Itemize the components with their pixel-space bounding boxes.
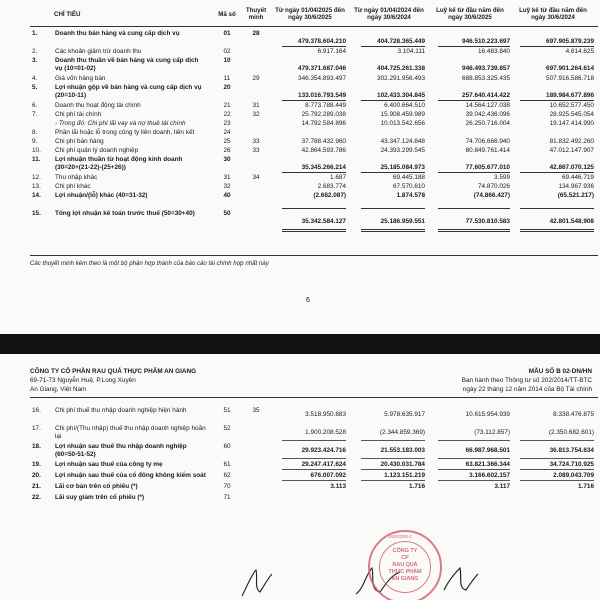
row-value: 133.016.793.549 [298,92,346,99]
total-rule [438,229,510,230]
row-code: 40 [223,192,231,199]
subtotal-rule [520,100,594,101]
subtotal-rule [282,208,346,209]
row-label: Lợi nhuận sau thuế của công ty mẹ [55,461,163,468]
row-code: 24 [223,129,231,136]
company-address-line2: An Giang, Việt Nam [30,386,87,393]
row-number: 21. [32,483,41,490]
row-note: 33 [252,138,260,145]
row-value: 1.687 [330,174,346,181]
row-code: 60 [223,443,231,450]
row-value: 2.683.774 [317,183,346,190]
row-number: 14. [32,192,41,199]
row-code: 32 [223,183,231,190]
row-number: 2. [32,48,38,55]
row-number: 8. [32,129,38,136]
row-code: 30 [223,156,231,163]
row-value: 81.832.492.260 [549,138,594,145]
row-number: 11. [32,156,41,163]
row-value: 404.728.365.449 [377,38,425,45]
row-number: 19. [32,461,41,468]
total-rule [361,229,425,230]
company-seal [368,530,442,600]
row-label: Phần lãi hoặc lỗ trong công ty liên doanh, liên kết [55,129,195,136]
signature-left-mark [238,566,278,600]
seal-line-1: CÔNG TY [392,548,418,554]
row-label: Lãi suy giảm trên cổ phiếu (*) [55,494,145,501]
subtotal-rule [282,440,346,441]
header-col-ytd-2024: Luỹ kế từ đầu năm đến ngày 30/6/2024 [519,7,587,22]
row-value: (2.682.087) [313,192,346,199]
row-value: 697.901.264.614 [546,65,594,72]
row-value: 74.870.026 [478,183,510,190]
row-value: 189.984.677.896 [546,92,594,99]
row-value: 1.900.208.528 [305,429,346,436]
header-rule [30,397,598,398]
row-number: 6. [32,102,38,109]
row-number: 4. [32,75,38,82]
row-value: 257.640.414.422 [462,92,510,99]
subtotal-rule [520,172,594,173]
seal-line-4: THỰC PHẨM [388,569,422,575]
row-value: 404.725.261.338 [377,65,425,72]
row-value: 8.773.788.449 [305,102,346,109]
row-value: 42.867.070.125 [549,164,594,171]
row-value: 77.530.810.583 [465,218,510,225]
row-note: 35 [252,407,260,414]
row-value: 3.104.111 [397,48,425,55]
row-value: 3.166.602.157 [469,472,510,479]
row-code: 25 [223,138,231,145]
row-value: (2.344.859.369) [379,429,425,436]
subtotal-rule [438,172,510,173]
row-value: 69.445.188 [393,174,425,181]
row-number: 15. [32,210,41,217]
total-rule [282,231,346,232]
subtotal-rule [520,458,594,459]
row-value: 302.291.956.493 [377,75,425,82]
row-value: 25.186.959.551 [380,218,425,225]
row-value: 19.147.414.990 [549,120,594,127]
row-number: 17. [32,425,41,432]
row-note: 32 [252,111,260,118]
subtotal-rule [282,172,346,173]
row-value: 29.923.424.716 [301,447,346,454]
row-value: 21.553.183.003 [380,447,425,454]
row-label: Doanh thu hoạt động tài chính [55,102,141,109]
subtotal-rule [520,46,594,47]
subtotal-rule [361,469,425,470]
row-number: 3. [32,57,38,64]
subtotal-rule [438,208,510,209]
row-value: 5.978.635.917 [384,411,425,418]
row-value: 36.813.754.634 [549,447,594,454]
row-value: 3.599 [494,174,510,181]
subtotal-rule [282,100,346,101]
row-number: 10. [32,147,41,154]
row-value: 26.250.716.004 [465,120,510,127]
row-code: 71 [223,494,231,501]
row-code: 51 [223,407,231,414]
row-note: 34 [252,174,260,181]
signature-right-mark [440,560,480,600]
subtotal-rule [438,458,510,459]
row-code: 02 [223,48,231,55]
header-col-ytd-2025: Luỹ kế từ đầu năm đến ngày 30/6/2025 [436,7,504,22]
row-number: 9. [32,138,38,145]
row-value: 479.378.604.210 [298,38,346,45]
row-value: 946.493.739.857 [462,65,510,72]
row-value: 507.916.586.718 [546,75,594,82]
row-label: Lãi cơ bản trên cổ phiếu (*) [55,483,138,490]
row-value: (74.866.427) [473,192,510,199]
row-label: Lợi nhuận thuần từ hoạt động kinh doanh (30=20+(21-22)-(25+26)) [55,156,183,171]
form-regulation: Ban hành theo Thông tư số 202/2014/TT-BTC [461,377,592,384]
row-label: Doanh thu thuần về bán hàng và cung cấp dịch vụ (10=01-02) [55,57,199,72]
row-value: 39.042.436.096 [465,111,510,118]
subtotal-rule [438,469,510,470]
subtotal-rule [361,172,425,173]
header-ma-so: Mã số [218,11,236,18]
row-value: 102.433.304.845 [377,92,425,99]
form-regulation-date: ngày 22 tháng 12 năm 2014 của Bộ Tài chính [462,386,592,393]
row-code: 21 [223,102,231,109]
row-value: 15.908.459.989 [380,111,425,118]
subtotal-rule [361,458,425,459]
form-number: MẪU SỐ B 02-DN/HN [528,368,592,375]
row-value: 3.113 [330,483,346,490]
row-code: 10 [223,57,231,64]
subtotal-rule [438,100,510,101]
row-code: 62 [223,472,231,479]
row-value: 69.446.719 [562,174,594,181]
row-number: 12. [32,174,41,181]
subtotal-rule [438,440,510,441]
row-value: 1.716 [409,483,425,490]
row-code: 23 [223,120,231,127]
row-label: Lợi nhuận sau thuế thu nhập doanh nghiệp (60=50-51-52) [55,443,187,458]
row-label: Chi phí tài chính [55,111,102,118]
row-value: 20.430.031.784 [380,461,425,468]
seal-code: 1600230914 [388,534,412,539]
subtotal-rule [361,100,425,101]
report-page-2 [0,354,600,600]
row-note: 28 [252,30,260,37]
header-col-q2-2025: Từ ngày 01/04/2025 đến ngày 30/6/2025 [275,7,345,22]
row-value: 42.801.548.908 [549,218,594,225]
row-value: 77.605.677.010 [465,164,510,171]
row-label: Thu nhập khác [55,174,98,181]
row-value: 35.345.266.214 [301,164,346,171]
row-label: Tổng lợi nhuận kế toán trước thuế (50=30+40) [55,210,195,217]
row-value: 8.338.476.875 [553,411,594,418]
subtotal-rule [361,440,425,441]
row-value: 66.987.968.501 [465,447,510,454]
row-value: 24.393.299.545 [380,147,425,154]
row-value: 42.864.593.786 [301,147,346,154]
row-number: 5. [32,84,38,91]
row-value: 10.652.577.450 [549,102,594,109]
total-rule [282,229,346,230]
row-code: 20 [223,84,231,91]
row-value: 14.564.127.038 [465,102,510,109]
row-number: 1. [32,30,38,37]
subtotal-rule [520,208,594,209]
row-value: 1.874.578 [396,192,425,199]
row-value: 676.007.092 [310,472,346,479]
company-address-line1: 69-71-73 Nguyễn Huệ, P.Long Xuyên [30,377,136,384]
row-value: 4.614.625 [565,48,594,55]
row-value: 37.788.432.960 [301,138,346,145]
row-code: 22 [223,111,231,118]
row-value: 25.185.084.973 [380,164,425,171]
subtotal-rule [361,208,425,209]
row-number: 7. [32,111,38,118]
row-value: (65.521.217) [557,192,594,199]
row-code: 70 [223,483,231,490]
row-label: Chi phí quản lý doanh nghiệp [55,147,139,154]
row-value: 3.518.950.883 [305,411,346,418]
subtotal-rule [282,458,346,459]
row-value: 946.510.223.697 [462,38,510,45]
seal-line-5: AN GIANG [391,576,419,582]
row-code: 26 [223,147,231,154]
row-value: 43.347.124.848 [380,138,425,145]
row-code: 61 [223,461,231,468]
row-number: 13. [32,183,41,190]
row-value: 479.371.687.046 [298,65,346,72]
subtotal-rule [282,480,346,481]
row-value: 16.483.840 [478,48,510,55]
row-value: 6.400.664.510 [384,102,425,109]
total-rule [361,231,425,232]
row-number: 18. [32,443,41,450]
subtotal-rule [520,469,594,470]
row-code: 11 [223,75,231,82]
row-label: Chi phí thuế thu nhập doanh nghiệp hiện hành [55,407,187,414]
subtotal-rule [361,46,425,47]
row-label: Lợi nhuận sau thuế của cổ đông không kiểm soát [55,472,206,479]
subtotal-rule [520,440,594,441]
row-value: (73.112.857) [474,429,510,436]
row-value: 47.012.147.907 [549,147,594,154]
header-divider [30,26,598,27]
row-label: Doanh thu bán hàng và cung cấp dịch vụ [55,30,180,37]
row-label: - Trong đó: Chi phí lãi vay và nợ thuê tài chính [55,120,186,127]
total-rule [520,231,594,232]
row-value: 67.570.610 [393,183,425,190]
subtotal-rule [282,46,346,47]
row-value: 35.342.584.127 [301,218,346,225]
row-label: Chi phí khác [55,183,91,190]
header-thuyet-minh: Thuyết minh [245,7,267,22]
company-name: CÔNG TY CỔ PHẦN RAU QUẢ THỰC PHẨM AN GIANG [30,368,197,375]
row-value: 63.821.366.344 [465,461,510,468]
subtotal-rule [438,480,510,481]
row-value: 29.247.417.624 [301,461,346,468]
row-value: 697.905.879.239 [546,38,594,45]
row-code: 52 [223,425,231,432]
header-col-q2-2024: Từ ngày 01/04/2024 đến ngày 30/6/2024 [354,7,424,22]
row-label: Chi phí bán hàng [55,138,104,145]
page-number: 6 [306,297,310,304]
row-value: (2.350.682.601) [548,429,594,436]
row-value: 74.706.666.940 [465,138,510,145]
row-number: 16. [32,407,41,414]
seal-line-2: CP [401,555,409,561]
row-value: 10.615.954.939 [465,411,510,418]
subtotal-rule [282,469,346,470]
row-value: 6.917.164 [317,48,346,55]
row-value: 80.849.761.414 [465,147,510,154]
row-value: 1.123.151.219 [384,472,425,479]
subtotal-rule [361,480,425,481]
row-label: Giá vốn hàng bán [55,75,106,82]
table-bottom-rule [30,255,598,256]
row-code: 50 [223,210,231,217]
row-number: 20. [32,472,41,479]
row-number: 22. [32,494,41,501]
row-value: 134.967.936 [558,183,594,190]
row-value: 3.117 [494,483,510,490]
row-code: 31 [223,174,231,181]
row-value: 28.925.545.054 [549,111,594,118]
row-value: 1.716 [578,483,594,490]
row-note: 29 [252,75,260,82]
row-value: 688.853.325.435 [462,75,510,82]
total-rule [438,231,510,232]
header-chi-tieu: CHỈ TIÊU [54,11,81,18]
row-value: 14.792.584.896 [301,120,346,127]
subtotal-rule [438,46,510,47]
subtotal-rule [520,480,594,481]
row-value: 2.089.043.709 [553,472,594,479]
row-note: 33 [252,147,260,154]
row-note: 31 [252,102,260,109]
total-rule [520,229,594,230]
row-label: Lợi nhuận gộp về bán hàng và cung cấp dịch vụ (20=10-11) [55,84,202,99]
row-value: 25.792.289.038 [301,111,346,118]
row-value: 10.013.542.656 [380,120,425,127]
row-value: 34.724.710.925 [549,461,594,468]
row-label: Các khoản giảm trừ doanh thu [55,48,142,55]
row-code: 01 [223,30,231,37]
seal-line-3: RAU QUẢ [392,562,418,568]
row-label: Chi phí/(Thu nhập) thuế thu nhập doanh nghiệp hoãn lại [55,425,206,440]
row-value: 346.354.893.497 [298,75,346,82]
footnote: Các thuyết minh kèm theo là một bộ phận hợp thành của báo cáo tài chính hợp nhất này [30,260,269,267]
row-label: Lợi nhuận/(lỗ) khác (40=31-32) [55,192,148,199]
